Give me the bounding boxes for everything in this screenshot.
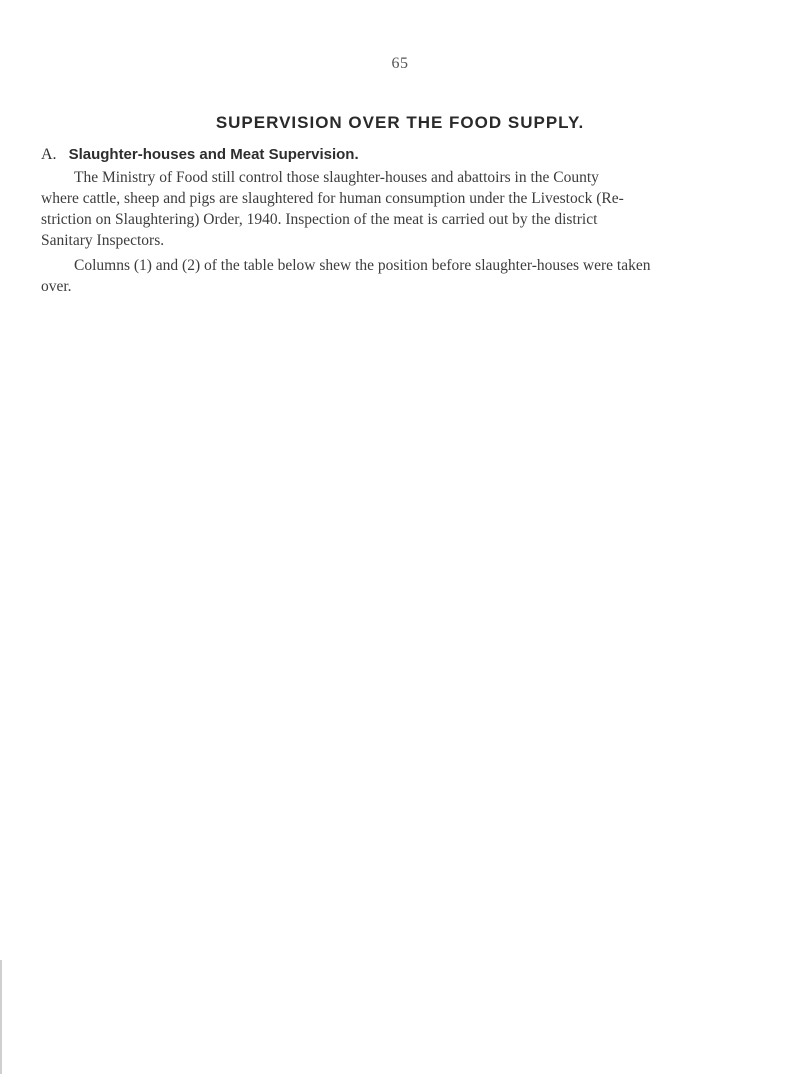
paragraph-columns-note: [41, 255, 764, 297]
paragraph-line: The Ministry of Food still control those slaughter-houses and abattoirs in the County: [74, 169, 599, 186]
section-letter: A.: [41, 146, 57, 163]
page-title: SUPERVISION OVER THE FOOD SUPPLY.: [215, 113, 585, 132]
paragraph-line: Sanitary Inspectors.: [41, 232, 165, 249]
paragraph-line: over.: [41, 278, 72, 295]
page-number: 65: [391, 55, 409, 72]
section-heading-text: Slaughter-houses and Meat Supervision.: [68, 146, 359, 163]
scan-margin-line: [0, 960, 2, 1074]
paragraph-line: Columns (1) and (2) of the table below shew the position before slaughter-houses were taken: [74, 257, 651, 274]
paragraph-line: where cattle, sheep and pigs are slaughtered for human consumption under the Livestock (Re-: [41, 190, 624, 207]
paragraph-ministry-control: [41, 167, 764, 251]
paragraph-line: striction on Slaughtering) Order, 1940. Inspection of the meat is carried out by the district: [41, 211, 598, 228]
section-heading: [41, 146, 359, 164]
